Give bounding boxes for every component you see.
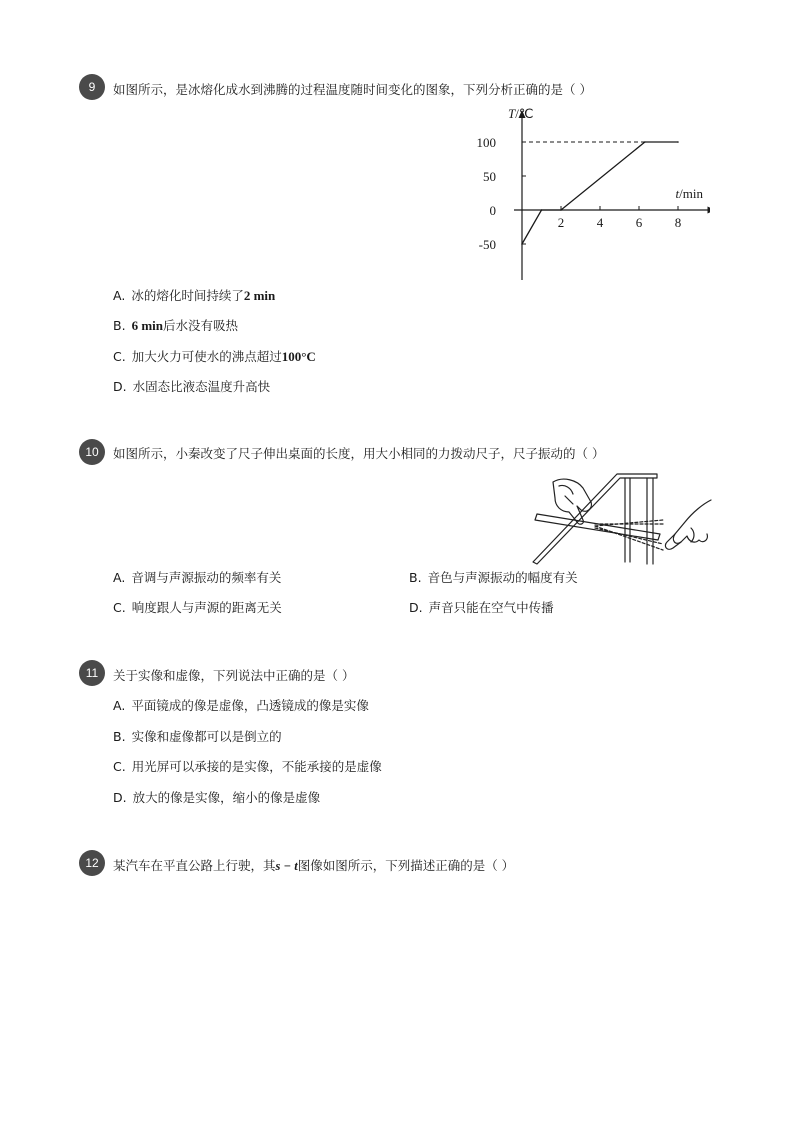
question-stem (113, 858, 514, 874)
option-text: 后水没有吸热 (162, 318, 238, 333)
y-axis-label: T/℃ (508, 106, 534, 121)
y-tick-label: 100 (476, 135, 496, 150)
option-b[interactable] (113, 729, 282, 745)
option-c[interactable] (113, 349, 316, 365)
option-label: D. (409, 600, 423, 615)
question-number-badge: 9 (79, 74, 105, 100)
x-axis-label: t/min (675, 186, 703, 201)
option-label: C. (113, 600, 126, 615)
option-label: C. (113, 759, 126, 774)
x-tick-label: 6 (635, 215, 643, 230)
y-tick-label: 50 (483, 169, 496, 184)
option-label: B. (409, 570, 422, 585)
option-text: 响度跟人与声源的距离无关 (131, 600, 282, 615)
option-value: 6 min (131, 318, 163, 333)
table-top (533, 474, 657, 564)
option-label: C. (113, 349, 126, 364)
option-value: 2 min (243, 288, 276, 303)
option-b[interactable] (409, 570, 578, 586)
option-text: 放大的像是实像，缩小的像是虚像 (132, 790, 321, 805)
option-text: 音调与声源振动的频率有关 (131, 570, 282, 585)
question-number-badge: 10 (79, 439, 105, 465)
option-label: D. (113, 790, 127, 805)
option-label: D. (113, 379, 127, 394)
option-text: 实像和虚像都可以是倒立的 (131, 729, 282, 744)
option-label: A. (113, 288, 126, 303)
option-c[interactable] (113, 759, 382, 775)
option-label: A. (113, 698, 126, 713)
option-text: 冰的熔化时间持续了 (131, 288, 244, 303)
option-label: B. (113, 729, 126, 744)
data-point (677, 141, 679, 143)
stem-math: s − t (275, 859, 298, 873)
option-a[interactable] (113, 288, 275, 304)
option-text: 用光屏可以承接的是实像，不能承接的是虚像 (131, 759, 382, 774)
y-tick-label: -50 (478, 237, 496, 252)
option-value: 100°C (281, 349, 316, 364)
x-tick-label: 2 (557, 215, 565, 230)
question-stem: 如图所示，是冰熔化成水到沸腾的过程温度随时间变化的图象，下列分析正确的是（ ） (113, 82, 592, 97)
data-point (541, 209, 543, 211)
option-d[interactable] (113, 379, 270, 395)
data-point (560, 209, 562, 211)
stem-text: 图像如图所示，下列描述正确的是（ ） (297, 858, 515, 873)
option-a[interactable] (113, 570, 281, 586)
option-d[interactable] (113, 790, 320, 806)
option-text: 平面镜成的像是虚像，凸透镜成的像是实像 (131, 698, 369, 713)
option-text: 音色与声源振动的幅度有关 (427, 570, 578, 585)
ruler-vibration-illustration (525, 462, 715, 567)
stem-text: 某汽车在平直公路上行驶，其 (113, 858, 276, 873)
option-label: A. (113, 570, 126, 585)
x-tick-label: 8 (674, 215, 682, 230)
option-d[interactable] (409, 600, 554, 616)
temperature-time-chart (470, 100, 710, 280)
data-point (521, 243, 523, 245)
question-stem: 如图所示，小秦改变了尺子伸出桌面的长度，用大小相同的力拨动尺子，尺子振动的（ ） (113, 446, 605, 461)
question-number-badge: 11 (79, 660, 105, 686)
hand-icon (673, 500, 711, 543)
option-text: 加大火力可使水的沸点超过 (131, 349, 282, 364)
x-tick-label: 4 (596, 215, 604, 230)
question-stem: 关于实像和虚像，下列说法中正确的是（ ） (113, 668, 355, 683)
option-b[interactable] (113, 318, 238, 334)
question-number-badge: 12 (79, 850, 105, 876)
option-label: B. (113, 318, 126, 333)
option-c[interactable] (113, 600, 282, 616)
x-axis-arrow (708, 207, 711, 214)
option-a[interactable] (113, 698, 369, 714)
option-text: 水固态比液态温度升高快 (132, 379, 271, 394)
data-point (644, 141, 646, 143)
option-text: 声音只能在空气中传播 (428, 600, 554, 615)
y-tick-label: 0 (489, 203, 496, 218)
